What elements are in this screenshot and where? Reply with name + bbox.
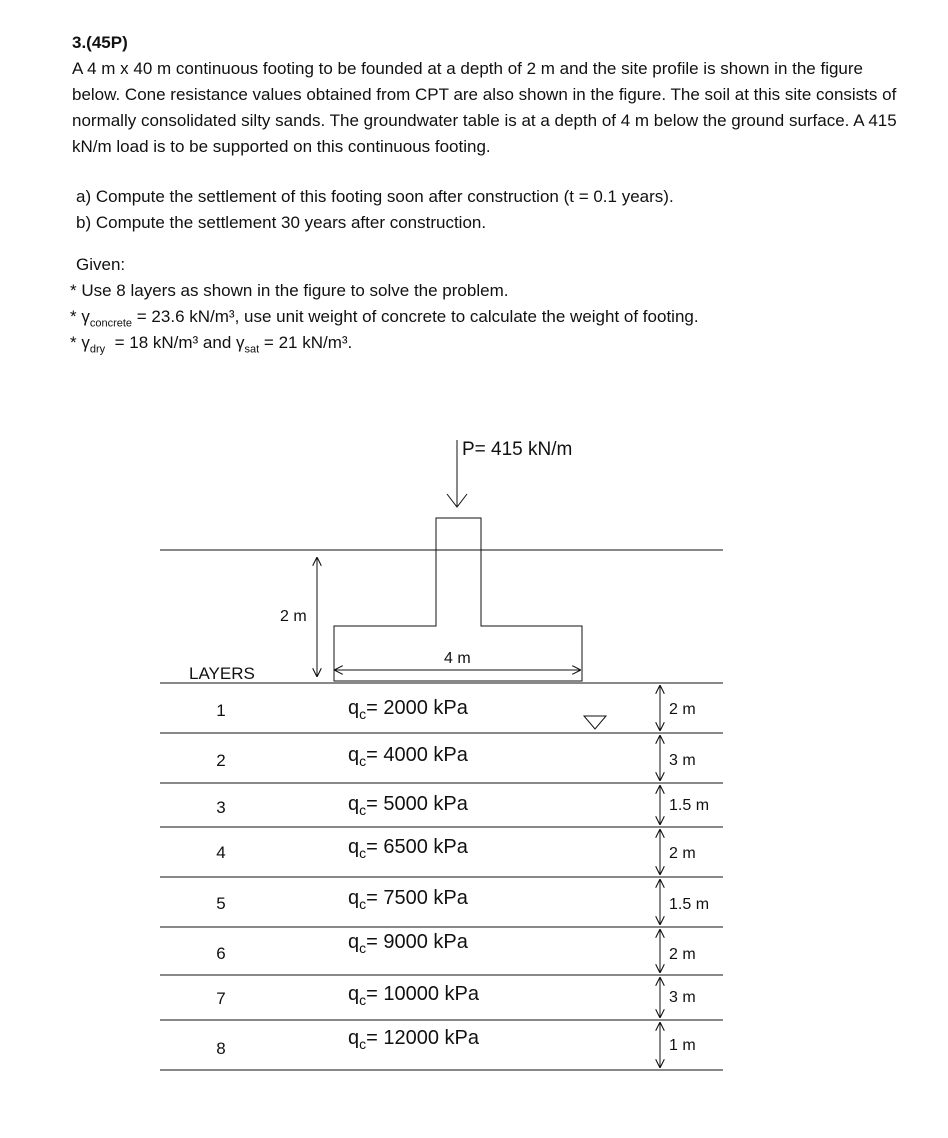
layer-number: 4 xyxy=(216,843,226,862)
layer-number: 7 xyxy=(216,989,226,1008)
layer-thickness: 3 m xyxy=(669,989,696,1006)
layer-thickness: 1.5 m xyxy=(669,797,710,814)
given-heading: Given: xyxy=(76,255,126,274)
layer-qc: $q_c= 4000$ kPa xyxy=(348,744,468,769)
layer-number: 8 xyxy=(216,1039,226,1058)
layer-qc: $q_c= 10000$ kPa xyxy=(348,983,479,1008)
layer-number: 6 xyxy=(216,944,226,963)
layer-qc: $q_c= 9000$ kPa xyxy=(348,931,468,956)
part-a: a) Compute the settlement of this footing soon after construction (t = 0.1 years). xyxy=(76,187,674,206)
layer-qc: $q_c= 5000$ kPa xyxy=(348,793,468,818)
layer-qc: $q_c= 12000$ kPa xyxy=(348,1027,479,1052)
problem-statement: A 4 m x 40 m continuous footing to be founded at a depth of 2 m and the site profile is shown in the figure below. Cone resistance values obtained from CPT are also shown in the figure. The soil at this site consists of normally consolidated silty sands. The groundwater table is at a depth of 4 m below the ground surface. A 415 kN/m load is to be supported on this continuous footing. xyxy=(72,59,897,156)
layer-thickness: 3 m xyxy=(669,752,696,769)
width-label: 4 m xyxy=(444,650,471,667)
given-bullet-1: * Use 8 layers as shown in the figure to solve the problem. xyxy=(70,281,509,300)
layer-number: 3 xyxy=(216,798,226,817)
layer-qc: $q_c= 7500$ kPa xyxy=(348,887,468,912)
layer-thickness: 2 m xyxy=(669,845,696,862)
water-table-icon xyxy=(584,716,606,729)
depth-label: 2 m xyxy=(280,608,307,625)
layer-qc: $q_c= 2000$ kPa xyxy=(348,697,468,722)
layers-heading: LAYERS xyxy=(189,664,255,683)
load-label: P= 415 kN/m xyxy=(462,439,573,460)
layer-number: 5 xyxy=(216,894,226,913)
part-b: b) Compute the settlement 30 years after construction. xyxy=(76,213,487,232)
layer-number: 1 xyxy=(216,701,226,720)
given-bullet-2: * $\gamma_{concrete} = 23.6$ kN/m³, use unit weight of concrete to calculate the weight of footing. xyxy=(70,307,699,330)
layer-number: 2 xyxy=(216,751,226,770)
given-bullet-3: * $\gamma_{dry} = 18$ kN/m³ and $\gamma_{sat} = 21$ kN/m³. xyxy=(70,333,353,356)
layer-thickness: 2 m xyxy=(669,701,696,718)
layer-thickness: 2 m xyxy=(669,946,696,963)
layer-thickness: 1 m xyxy=(669,1037,696,1054)
problem-number: 3.(45P) xyxy=(72,33,128,52)
layer-qc: $q_c= 6500$ kPa xyxy=(348,836,468,861)
layer-thickness: 1.5 m xyxy=(669,896,710,913)
